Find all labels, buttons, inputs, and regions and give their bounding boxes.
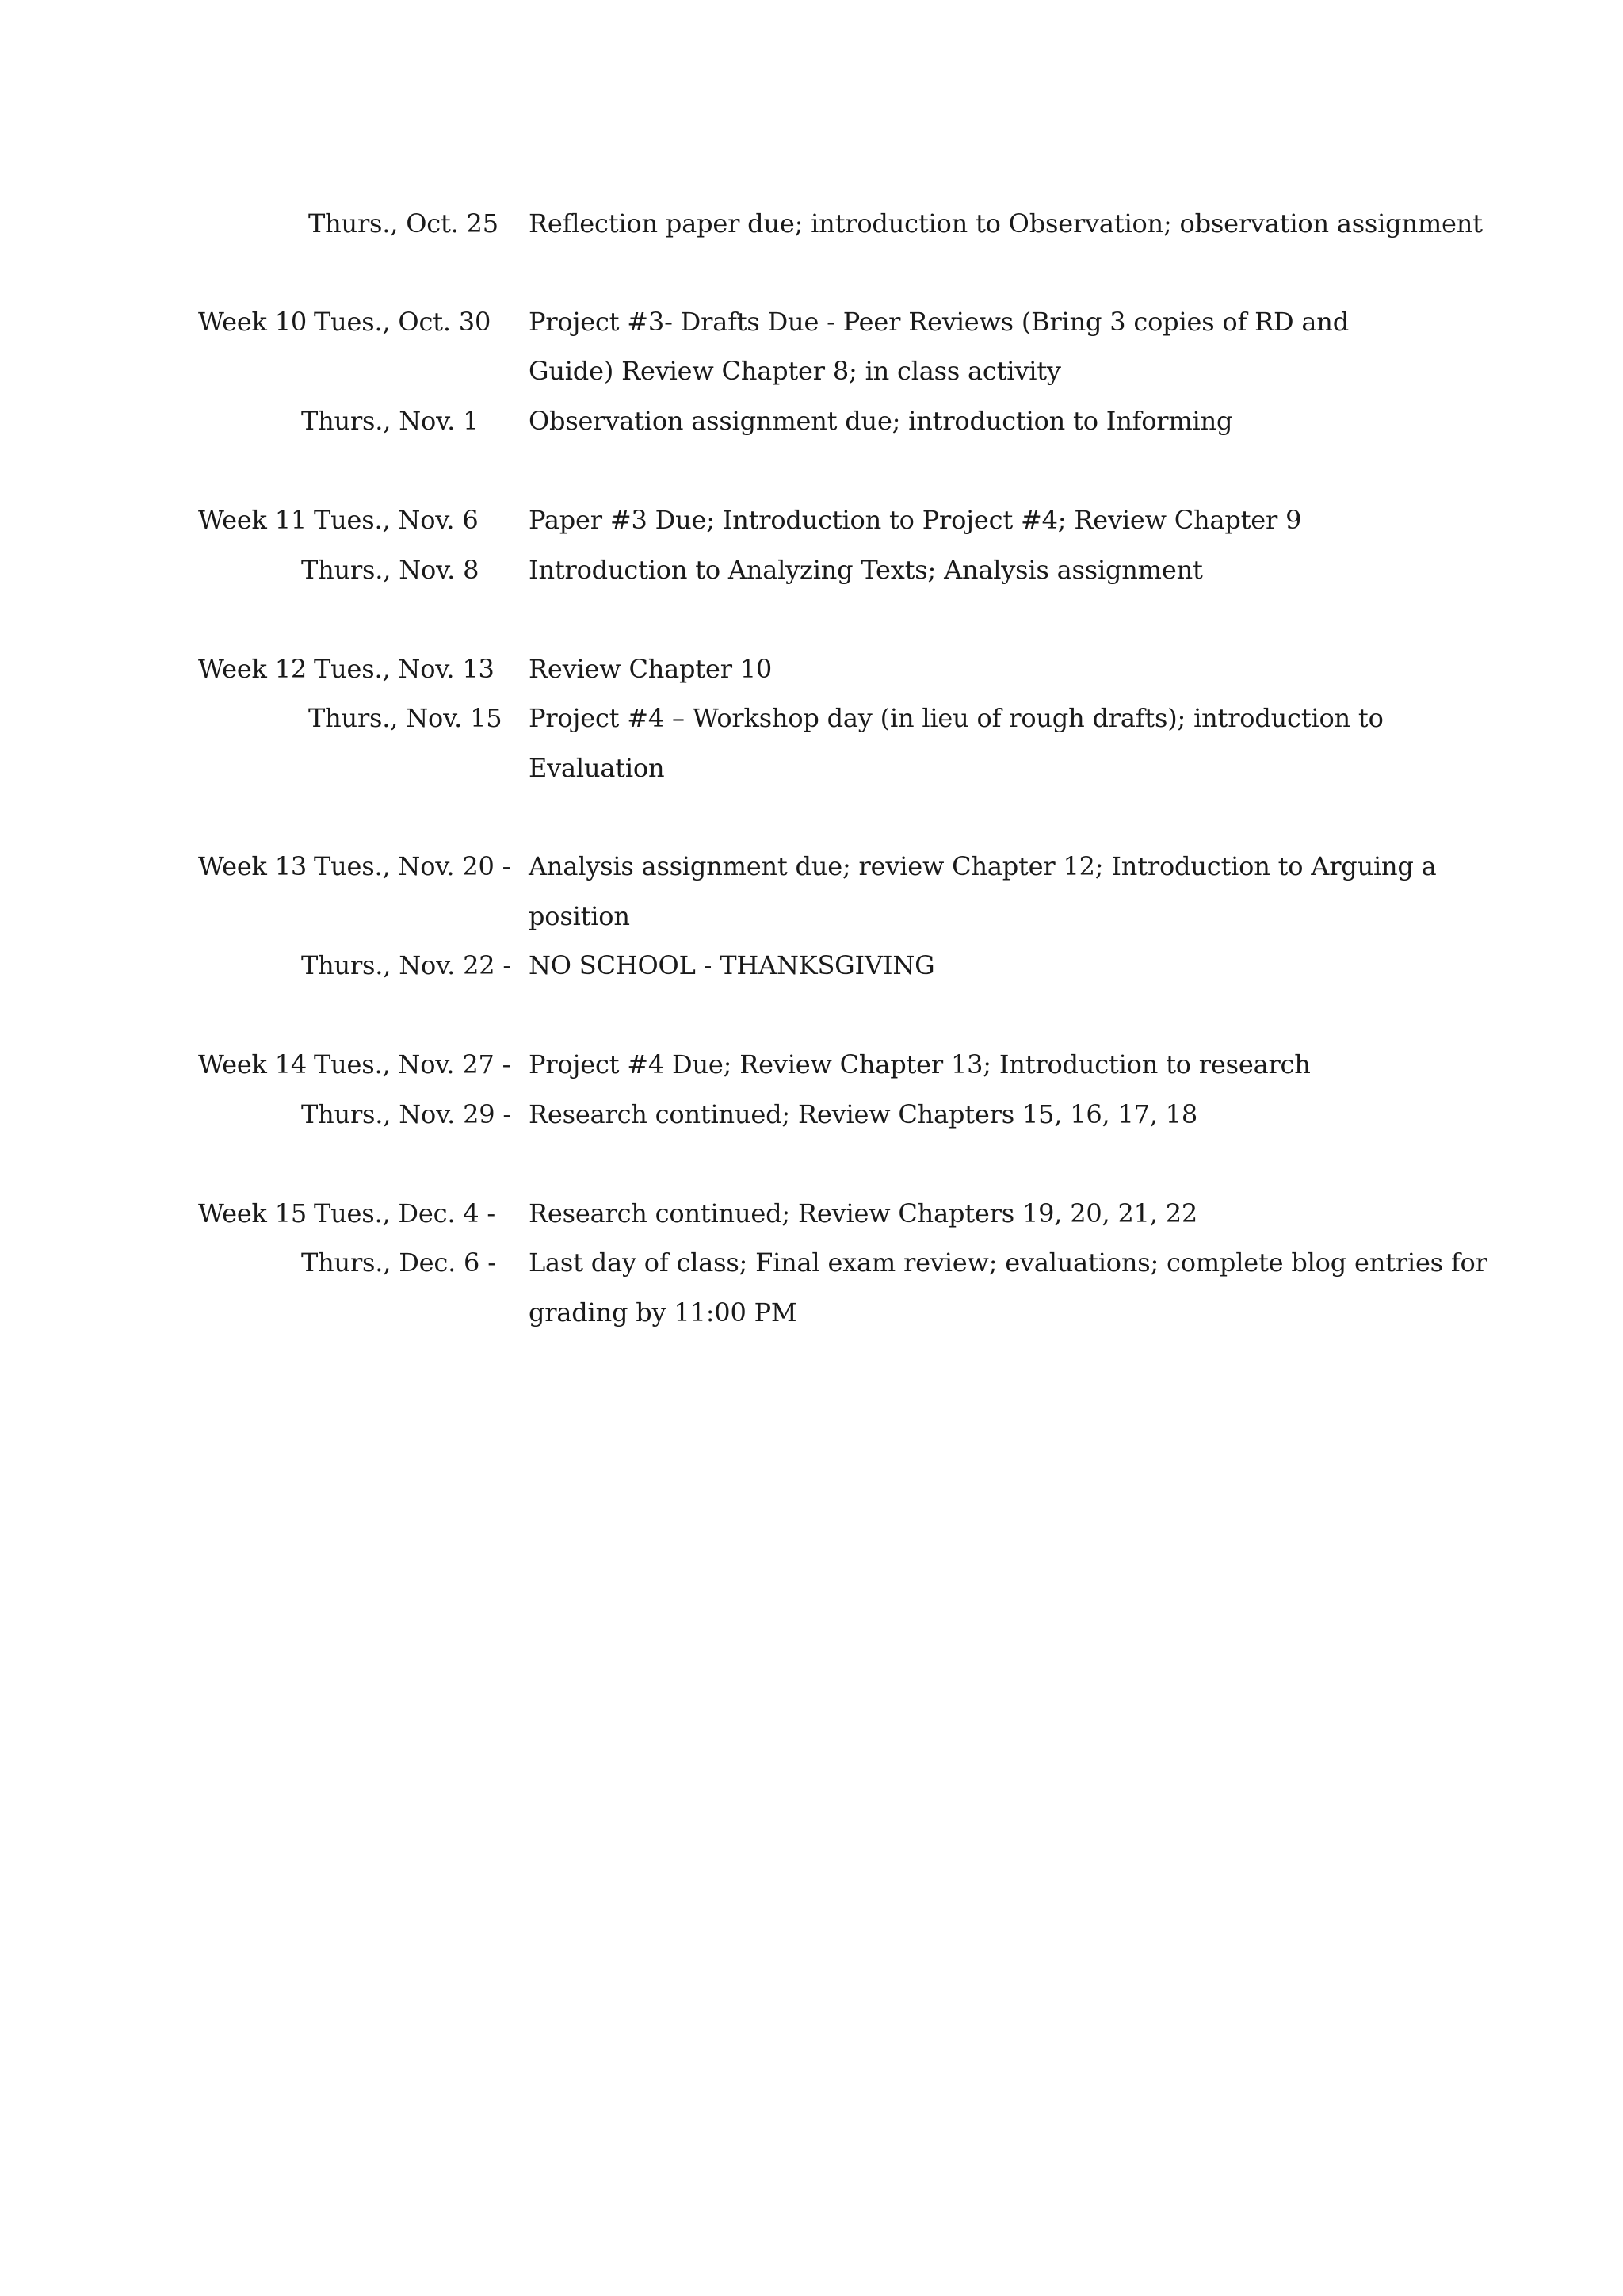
- week-label: Week 15: [198, 1198, 307, 1228]
- day-label: Tues., Nov. 27 -: [314, 1049, 511, 1079]
- day-label: Tues., Nov. 6: [314, 505, 479, 535]
- description-line: Reflection paper due; introduction to Observation; observation assignment: [529, 208, 1483, 239]
- description-line: Project #4 Due; Review Chapter 13; Introduction to research: [529, 1049, 1311, 1079]
- description-line: Project #4 – Workshop day (in lieu of rough drafts); introduction to: [529, 703, 1384, 733]
- description-line: Analysis assignment due; review Chapter 12; Introduction to Arguing a: [529, 851, 1437, 881]
- day-label: Tues., Nov. 13: [314, 654, 495, 684]
- description-line: Observation assignment due; introduction to Informing: [529, 406, 1233, 436]
- description-line: grading by 11:00 PM: [529, 1297, 797, 1328]
- day-label: Thurs., Nov. 8: [301, 555, 479, 585]
- day-label: Tues., Dec. 4 -: [314, 1198, 496, 1228]
- week-label: Week 13: [198, 851, 307, 881]
- description-line: Review Chapter 10: [529, 654, 773, 684]
- description-line: NO SCHOOL - THANKSGIVING: [529, 950, 935, 980]
- description-line: position: [529, 901, 630, 931]
- week-label: Week 10: [198, 307, 307, 337]
- day-label: Tues., Nov. 20 -: [314, 851, 511, 881]
- day-label: Thurs., Nov. 15: [308, 703, 502, 733]
- description-line: Research continued; Review Chapters 15, 16, 17, 18: [529, 1099, 1198, 1129]
- week-label: Week 14: [198, 1049, 307, 1079]
- day-label: Thurs., Dec. 6 -: [301, 1247, 496, 1278]
- day-label: Thurs., Nov. 1: [301, 406, 479, 436]
- description-line: Research continued; Review Chapters 19, 20, 21, 22: [529, 1198, 1198, 1228]
- description-line: Guide) Review Chapter 8; in class activity: [529, 356, 1061, 386]
- week-label: Week 12: [198, 654, 307, 684]
- description-line: Project #3- Drafts Due - Peer Reviews (Bring 3 copies of RD and: [529, 307, 1349, 337]
- description-line: Introduction to Analyzing Texts; Analysis assignment: [529, 555, 1203, 585]
- day-label: Thurs., Oct. 25: [308, 208, 498, 239]
- description-line: Last day of class; Final exam review; evaluations; complete blog entries for: [529, 1247, 1487, 1278]
- day-label: Thurs., Nov. 22 -: [301, 950, 511, 980]
- day-label: Thurs., Nov. 29 -: [301, 1099, 511, 1129]
- week-label: Week 11: [198, 505, 307, 535]
- day-label: Tues., Oct. 30: [314, 307, 491, 337]
- description-line: Evaluation: [529, 753, 665, 783]
- description-line: Paper #3 Due; Introduction to Project #4; Review Chapter 9: [529, 505, 1302, 535]
